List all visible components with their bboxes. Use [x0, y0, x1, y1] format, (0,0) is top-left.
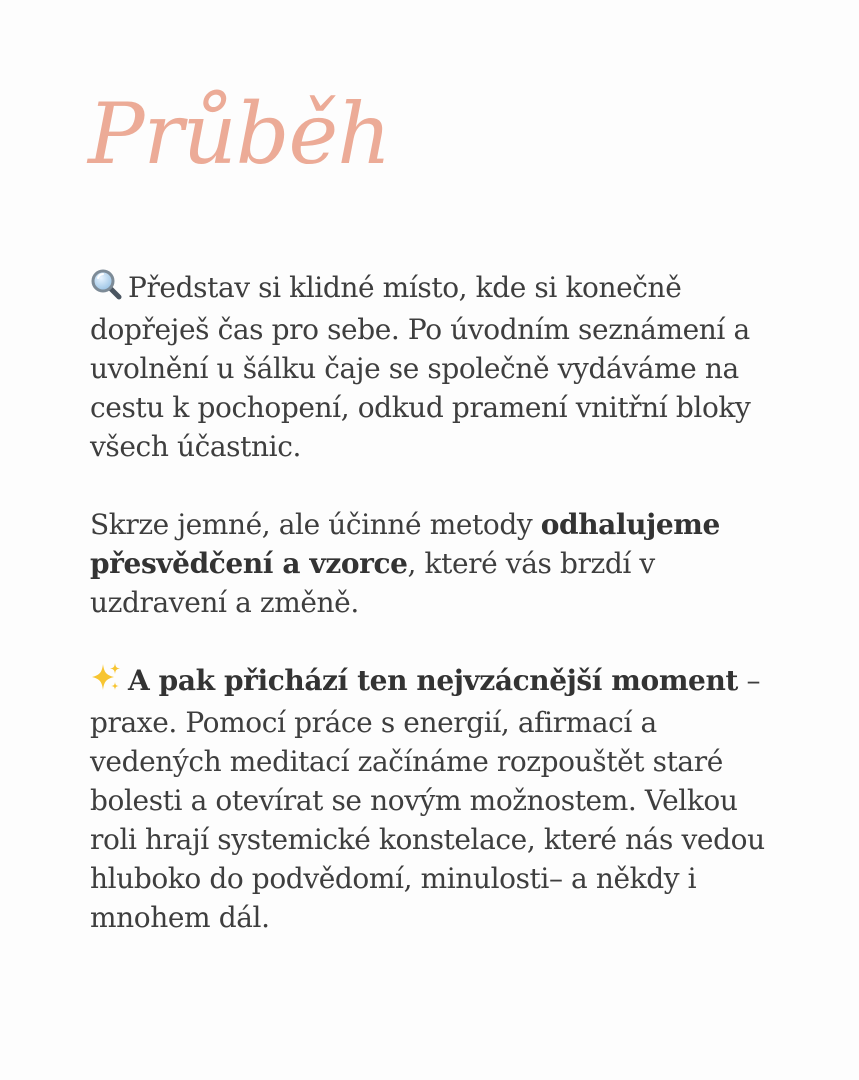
paragraph-methods-text-end: , které vás brzdí v uzdravení a změně. [90, 547, 655, 619]
content [90, 268, 790, 937]
paragraph-practice-text: – praxe. Pomocí práce s energií, afirmací a vedených meditací začínáme rozpouštět staré bolesti a otevírat se novým možnostem. Velkou roli hrají systemické konstelace, které nás vedou hluboko do podvědomí, minulosti– a někdy i mnohem dál. [90, 664, 765, 934]
paragraph-intro-text: Představ si klidné místo, kde si konečně dopřeješ čas pro sebe. Po úvodním seznámení a uvolnění u šálku čaje se společně vydáváme na cestu k pochopení, odkud pramení vnitřní bloky všech účastnic. [90, 271, 751, 463]
paragraph-methods-text-start: Skrze jemné, ale účinné metody [90, 508, 541, 541]
magnifier-icon [90, 268, 122, 310]
sparkles-icon [90, 661, 122, 703]
paragraph-methods [90, 505, 790, 622]
paragraph-practice [90, 661, 790, 937]
paragraph-intro [90, 268, 790, 466]
paragraph-practice-bold: A pak přichází ten nejvzácnější moment [128, 664, 738, 697]
paragraph-methods-bold: odhalujeme přesvědčení a vzorce [90, 508, 720, 580]
page-title: Průběh [88, 85, 391, 183]
